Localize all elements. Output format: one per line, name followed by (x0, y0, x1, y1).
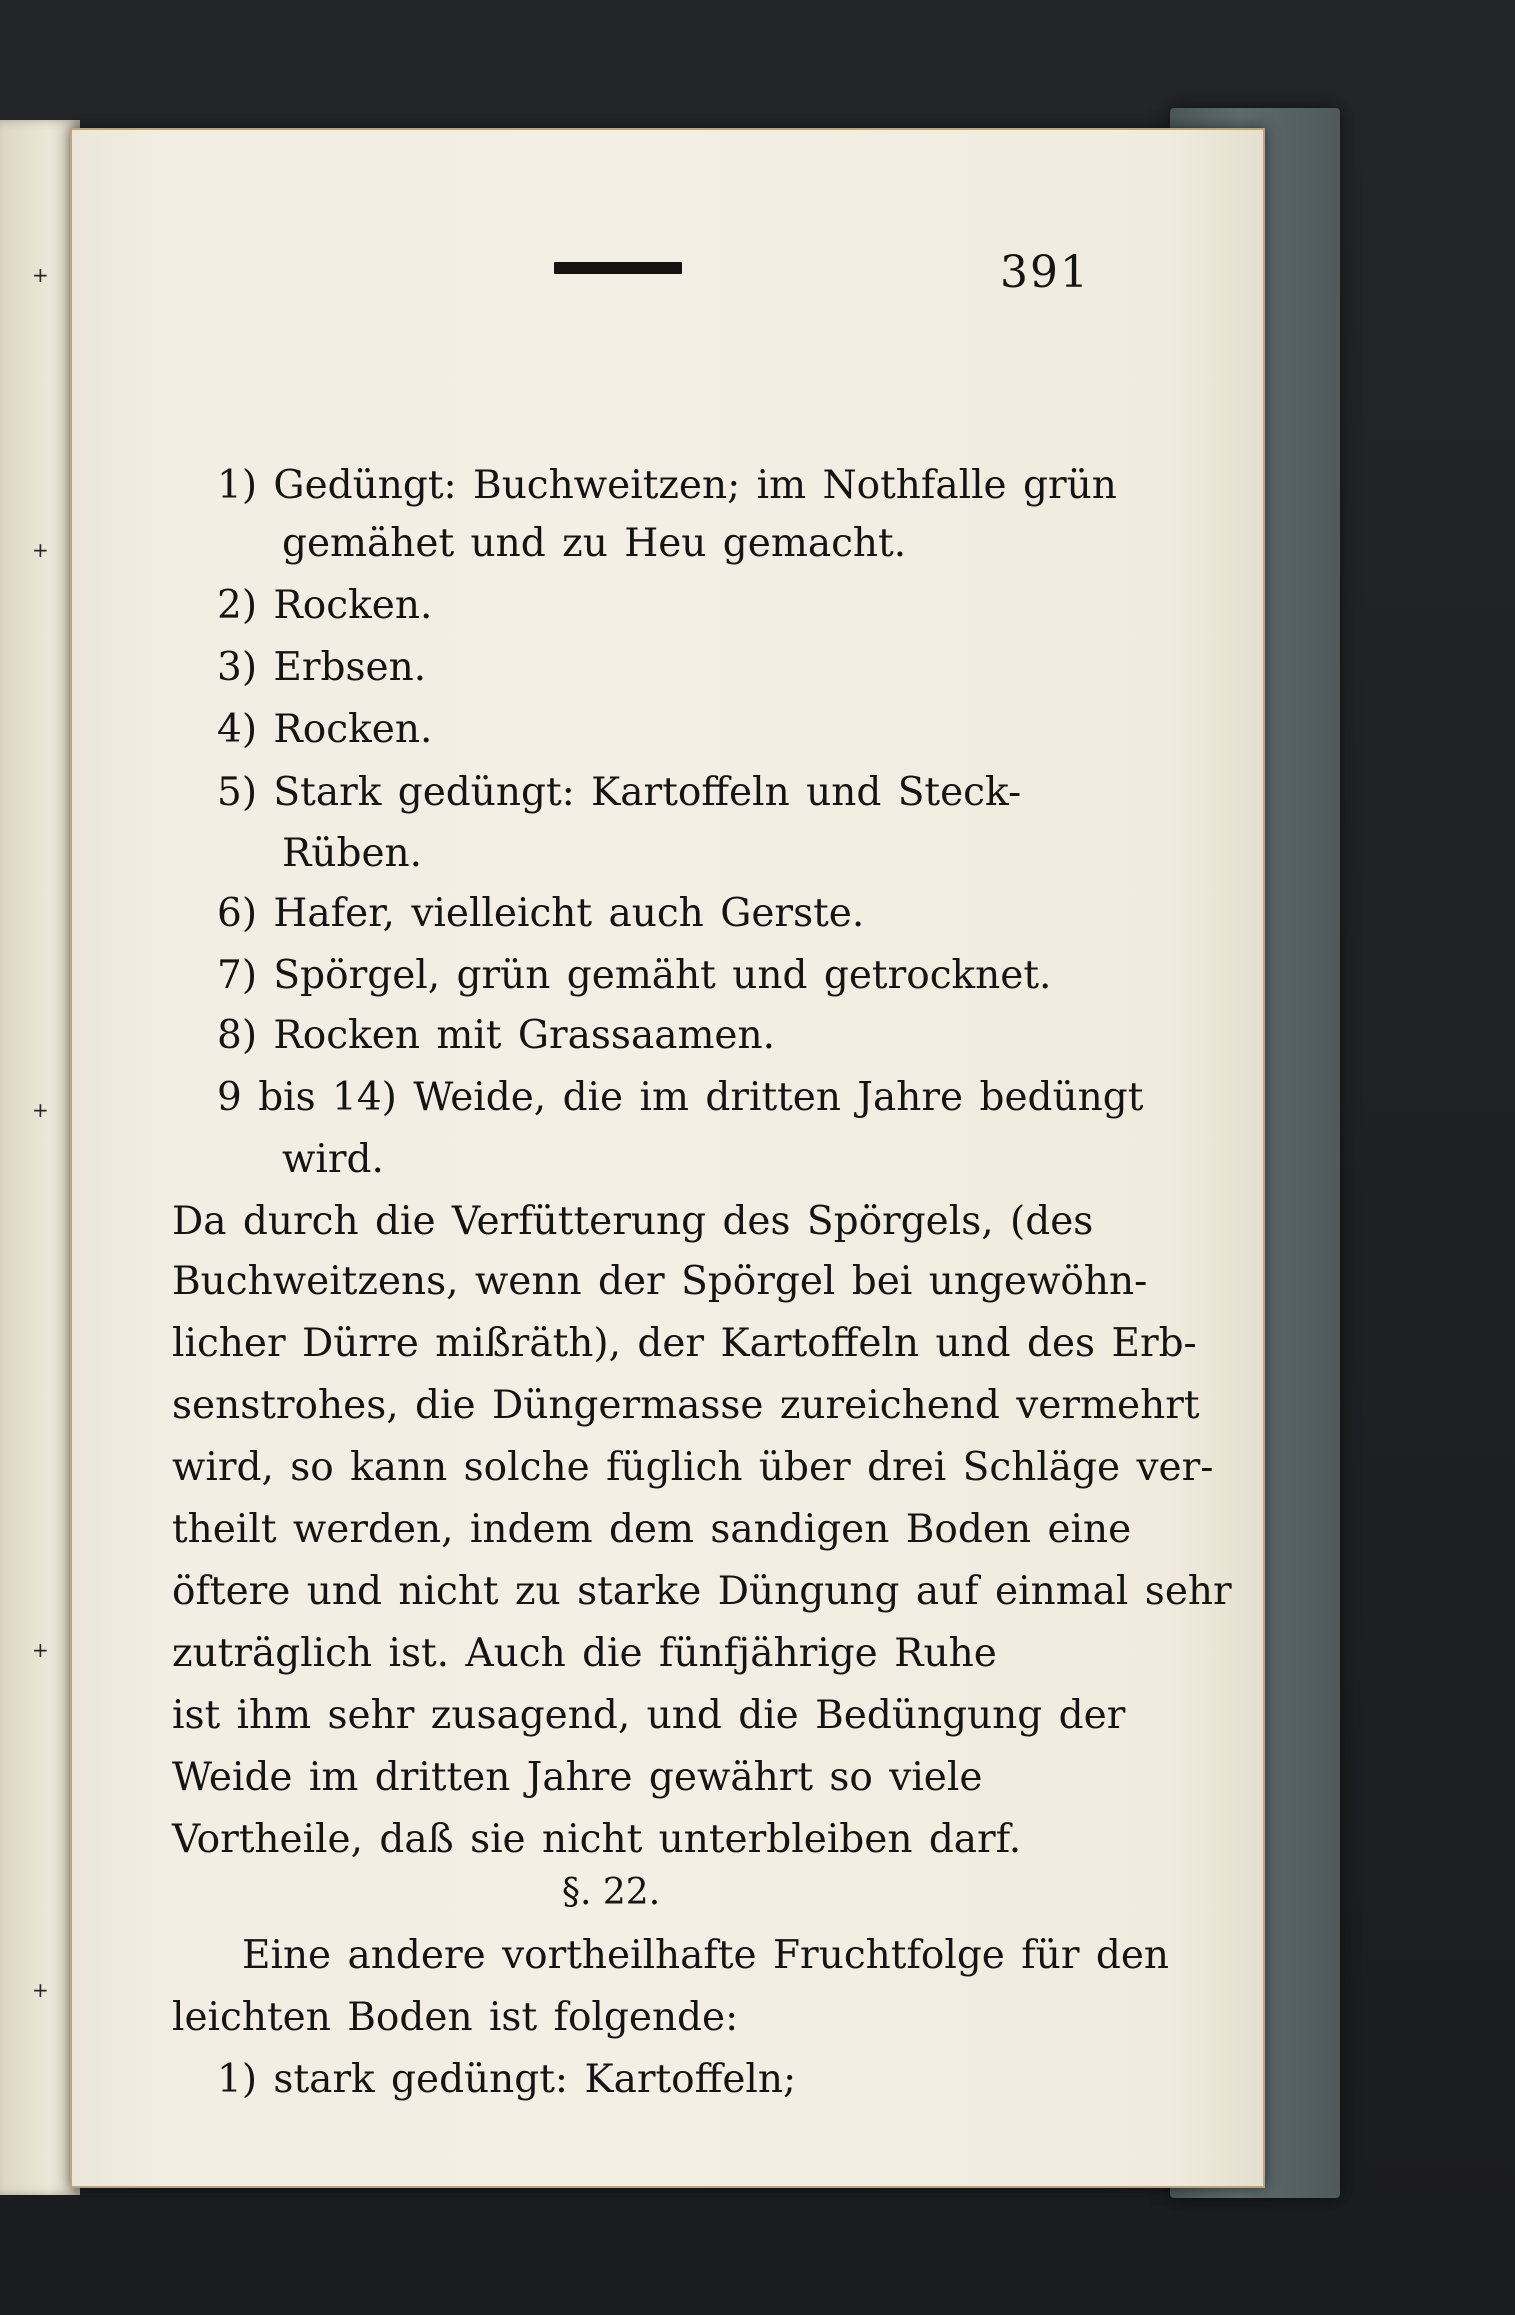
paragraph-line: zuträglich ist. Auch die fünfjährige Ruhe (172, 1631, 997, 1676)
edge-mark: + (32, 263, 49, 287)
paragraph-line: Vortheile, daß sie nicht unterbleiben darf. (172, 1817, 1022, 1862)
paragraph-line: ist ihm sehr zusagend, und die Bedüngung der (172, 1693, 1126, 1738)
edge-mark: + (32, 1978, 49, 2002)
book-page (70, 128, 1265, 2188)
section-heading: §. 22. (562, 1872, 661, 1913)
paragraph-line: theilt werden, indem dem sandigen Boden eine (172, 1507, 1132, 1552)
list-item: 9 bis 14) Weide, die im dritten Jahre bedüngt (217, 1075, 1144, 1120)
edge-mark: + (32, 1638, 49, 1662)
paragraph-line: wird, so kann solche füglich über drei Schläge ver- (172, 1445, 1214, 1490)
list-item: 6) Hafer, vielleicht auch Gerste. (217, 891, 865, 936)
paragraph-line: licher Dürre mißräth), der Kartoffeln und des Erb- (172, 1321, 1197, 1366)
header-rule (554, 262, 682, 274)
list-item: 5) Stark gedüngt: Kartoffeln und Steck- (217, 770, 1022, 815)
list-item-continuation: gemähet und zu Heu gemacht. (282, 521, 907, 566)
list-item-continuation: wird. (282, 1137, 384, 1182)
paragraph-line: Buchweitzens, wenn der Spörgel bei ungewöhn- (172, 1259, 1148, 1304)
paragraph-line: senstrohes, die Düngermasse zureichend vermehrt (172, 1383, 1200, 1428)
list-item: 7) Spörgel, grün gemäht und getrocknet. (217, 953, 1052, 998)
list-item-continuation: Rüben. (282, 831, 423, 876)
page-number: 391 (1000, 247, 1090, 298)
list-item: 3) Erbsen. (217, 645, 427, 690)
paragraph-line: Weide im dritten Jahre gewährt so viele (172, 1755, 983, 1800)
list-item: 8) Rocken mit Grassaamen. (217, 1013, 776, 1058)
paragraph-line: Da durch die Verfütterung des Spörgels, (des (172, 1199, 1094, 1244)
list-item: 1) stark gedüngt: Kartoffeln; (217, 2057, 797, 2102)
left-page-edge (0, 120, 80, 2195)
list-item: 4) Rocken. (217, 707, 433, 752)
list-item: 2) Rocken. (217, 583, 433, 628)
paragraph-line: öftere und nicht zu starke Düngung auf einmal sehr (172, 1569, 1232, 1614)
list-item: 1) Gedüngt: Buchweitzen; im Nothfalle grün (217, 463, 1117, 508)
paragraph-line: leichten Boden ist folgende: (172, 1995, 739, 2040)
edge-mark: + (32, 538, 49, 562)
paragraph-line: Eine andere vortheilhafte Fruchtfolge für den (242, 1933, 1170, 1978)
edge-mark: + (32, 1098, 49, 1122)
